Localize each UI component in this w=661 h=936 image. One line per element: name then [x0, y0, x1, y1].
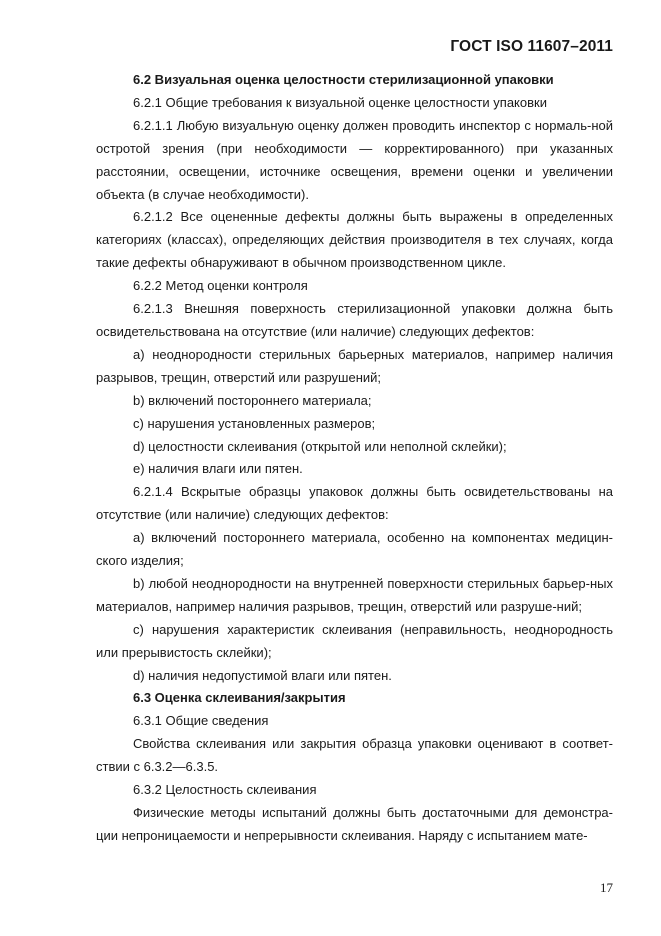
paragraph-6-2-1-3: 6.2.1.3 Внешняя поверхность стерилизационной упаковки должна быть освидетельствована на отсутствие (или наличие) следующих дефектов:	[96, 301, 613, 339]
list-item-d: d) наличия недопустимой влаги или пятен.	[133, 667, 392, 683]
section-heading-6-2: 6.2 Визуальная оценка целостности стерилизационной упаковки	[133, 72, 554, 87]
paragraph-6-3-2-text: Физические методы испытаний должны быть достаточными для демонстра-ции непроницаемости и непрерывности склеивания. Наряду с испытанием мате-	[96, 805, 613, 843]
paragraph-6-2-1-2: 6.2.1.2 Все оцененные дефекты должны быть выражены в определенных категориях (классах), определяющих действия производителя в тех случаях, когда такие дефекты обнаруживают в обычном производственном цикле.	[96, 209, 613, 271]
list-item-a: а) неоднородности стерильных барьерных материалов, например наличия разрывов, трещин, отверстий или разрушений;	[96, 346, 613, 385]
list-item-a: а) включений постороннего материала, особенно на компонентах медицин-ского изделия;	[96, 530, 613, 569]
document-code-header: ГОСТ ISO 11607–2011	[450, 38, 613, 55]
subsection-6-3-2: 6.3.2 Целостность склеивания	[133, 782, 317, 798]
subsection-6-3-1: 6.3.1 Общие сведения	[133, 713, 269, 729]
subsection-6-2-1: 6.2.1 Общие требования к визуальной оценке целостности упаковки	[133, 94, 547, 110]
paragraph-6-2-1-1: 6.2.1.1 Любую визуальную оценку должен проводить инспектор с нормаль-ной остротой зрения (при необходимости — корректированного) при указанных расстоянии, освещении, источнике освещения, времени оценки и увеличении объекта (в случае необходимости).	[96, 117, 613, 202]
paragraph-6-3-1-text: Свойства склеивания или закрытия образца упаковки оценивают в соответ-ствии с 6.3.2—6.3.5.	[96, 736, 613, 775]
section-heading-6-3: 6.3 Оценка склеивания/закрытия	[133, 690, 346, 706]
list-item-b: b) любой неоднородности на внутренней поверхности стерильных барьер-ных материалов, например наличия разрывов, трещин, отверстий или разруше-ний;	[96, 575, 613, 614]
paragraph-6-2-1-4: 6.2.1.4 Вскрытые образцы упаковок должны быть освидетельствованы на отсутствие (или наличие) следующих дефектов:	[96, 484, 613, 523]
list-item-d: d) целостности склеивания (открытой или неполной склейки);	[133, 438, 507, 454]
list-item-e: e) наличия влаги или пятен.	[133, 461, 303, 477]
list-item-c: c) нарушения характеристик склеивания (неправильность, неоднородность или прерывистость склейки);	[96, 621, 613, 660]
subsection-6-2-2: 6.2.2 Метод оценки контроля	[133, 278, 308, 294]
list-item-c: c) нарушения установленных размеров;	[133, 415, 376, 431]
list-item-b: b) включений постороннего материала;	[133, 392, 372, 408]
page-number: 17	[600, 880, 613, 895]
body-text	[96, 69, 613, 848]
